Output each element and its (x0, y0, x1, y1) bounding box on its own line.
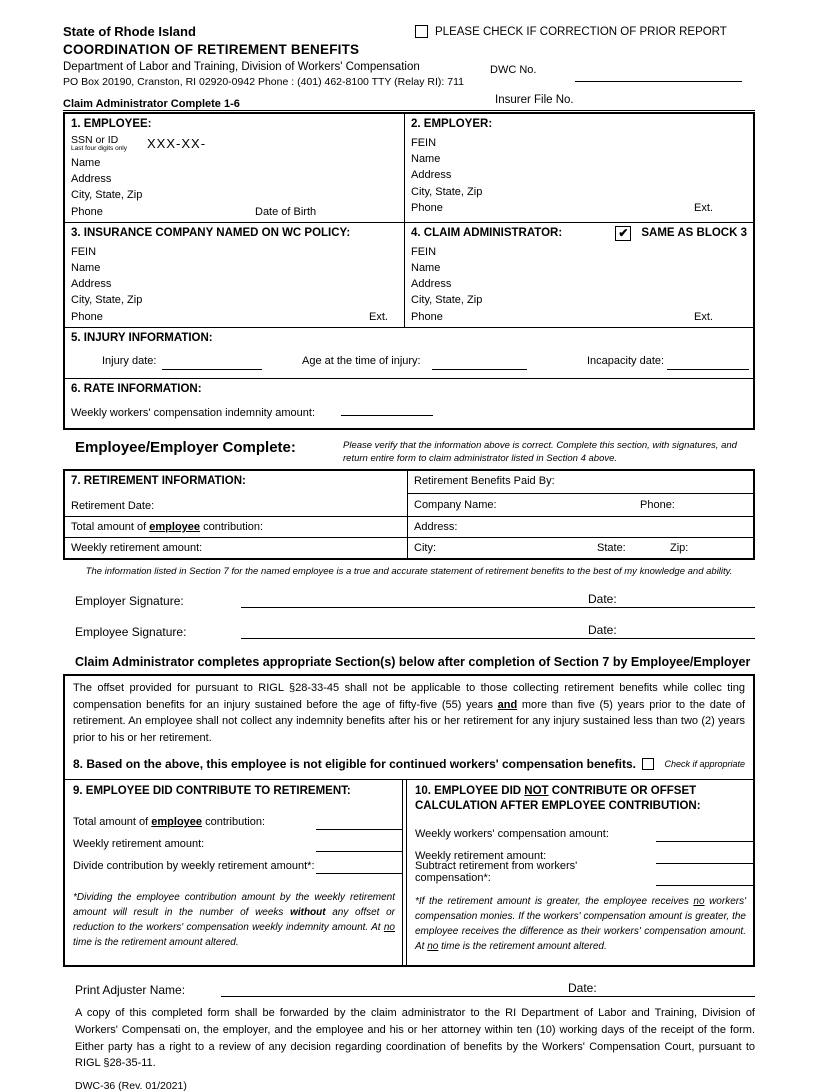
weekly-retirement-field[interactable]: Weekly retirement amount: (71, 541, 203, 554)
employee-phone-field[interactable]: Phone Date of Birth (71, 204, 398, 220)
employer-name-field[interactable]: Name (411, 153, 441, 166)
block4-title-row (411, 226, 747, 241)
claimadmin-address-field[interactable]: Address (411, 278, 452, 291)
employer-csz-field[interactable]: City, State, Zip (411, 185, 483, 198)
employee-signature-field[interactable] (241, 623, 755, 639)
offset-paragraph: The offset provided for pursuant to RIGL §28-33-45 shall not be applicable to those collecting retirement benefits while collec ting compensation benefits for an injury sustained before the age of fifty-five (55) years and more than five (5) years prior to the date of retirement. An employee shall not collect any indemnity benefits after his or her retirement for any injury sustained less than two (2) years prior to his or her retirement. (73, 681, 745, 745)
adjuster-date-label[interactable]: Date: (568, 981, 597, 996)
employer-signature-label: Employer Signature: (75, 593, 184, 608)
section10-title: 10. EMPLOYEE DID NOT CONTRIBUTE OR OFFSET CALCULATION AFTER EMPLOYEE CONTRIBUTION: (415, 785, 701, 813)
section7-left-header (65, 471, 407, 516)
section5-injury-info (65, 328, 753, 378)
block1-title: 1. EMPLOYEE: (71, 118, 152, 130)
employee-signature-row (63, 623, 755, 639)
injury-date-field[interactable] (162, 369, 262, 370)
insurance-fein-field[interactable]: FEIN (71, 245, 97, 258)
s9-divide-field[interactable] (316, 864, 402, 874)
correction-checkbox-row (415, 25, 727, 38)
claimadmin-fein-field[interactable]: FEIN (411, 245, 437, 258)
weekly-indemnity-label: Weekly workers' compensation indemnity amount: (71, 406, 316, 419)
employee-address-field[interactable]: Address (71, 173, 112, 186)
s10-weekly-retirement-field[interactable] (656, 854, 753, 864)
ssn-label: SSN or ID Last four digits only (71, 134, 128, 152)
company-phone-field[interactable]: Phone: (640, 498, 675, 511)
section6-title: 6. RATE INFORMATION: (71, 382, 202, 395)
eec-heading: Employee/Employer Complete: (75, 438, 296, 456)
employee-dob-field[interactable]: Date of Birth (255, 205, 317, 218)
employer-ext-field[interactable]: Ext. (694, 201, 713, 214)
block-employer (404, 114, 753, 222)
address-line: PO Box 20190, Cranston, RI 02920-0942 Phone : (401) 462-8100 TTY (Relay RI): 711 (63, 76, 464, 88)
block-employee (65, 114, 404, 222)
employer-address-field[interactable]: Address (411, 169, 452, 182)
adjuster-row (63, 981, 755, 997)
attestation-text: The information listed in Section 7 for the named employee is a true and accurate statement of retirement benefits to the best of my knowledge and ability. (85, 565, 733, 577)
section7-table (63, 469, 755, 560)
s10-weekly-wc-field[interactable] (656, 832, 753, 842)
check-if-appropriate-label: Check if appropriate (664, 759, 745, 770)
section8-statement: 8. Based on the above, this employee is not eligible for continued workers' compensation benefits. (73, 757, 636, 772)
section10-footnote: *If the retirement amount is greater, the employee receives no workers' compensation monies. If the workers' compensation amount is greater, the employee receives the difference as their workers' compensation amount. At no time is the retirement amount altered. (415, 896, 746, 953)
block-claim-admin (404, 223, 753, 327)
s10-weekly-wc-row: Weekly workers' compensation amount: (415, 820, 753, 842)
claim-admin-complete-row (63, 94, 755, 111)
s10-subtract-field[interactable] (656, 876, 753, 886)
dwc-no-field[interactable] (575, 81, 742, 82)
eec-note: Please verify that the information above is correct. Complete this section, with signatures, and return entire form to claim administrator listed in Section 4 above. (343, 439, 737, 464)
insurer-file-label: Insurer File No. (495, 94, 574, 106)
section9-footnote: *Dividing the employee contribution amount by the weekly retirement amount will result in the number of weeks without any offset or reduction to the workers' compensation weekly indemnity amount. At no time is the retirement amount altered. (73, 892, 395, 949)
insurance-address-field[interactable]: Address (71, 278, 112, 291)
company-name-row (408, 493, 753, 515)
section8-row (65, 749, 753, 779)
paidby-address-field[interactable]: Address: (407, 517, 753, 537)
same-as-block3-checkbox[interactable]: ✔ (615, 226, 631, 241)
s9-divide-row: Divide contribution by weekly retirement amount*: (73, 852, 402, 874)
form-header (63, 24, 755, 88)
paidby-city-field[interactable]: City: (414, 541, 436, 554)
s10-weekly-retirement-row: Weekly retirement amount: (415, 842, 753, 864)
claim-admin-complete-label: Claim Administrator Complete 1-6 (63, 98, 240, 110)
employee-csz-field[interactable]: City, State, Zip (71, 189, 143, 202)
state-name: State of Rhode Island (63, 24, 196, 39)
same-as-block3-label: SAME AS BLOCK 3 (641, 226, 747, 239)
company-name-field[interactable]: Company Name: (414, 498, 497, 511)
section5-fields-row (71, 350, 747, 372)
insurance-csz-field[interactable]: City, State, Zip (71, 294, 143, 307)
section9-title: 9. EMPLOYEE DID CONTRIBUTE TO RETIREMENT: (73, 785, 351, 798)
insurance-phone-field[interactable]: Phone Ext. (71, 309, 398, 325)
ssn-field[interactable]: XXX-XX- (147, 136, 207, 151)
incapacity-date-field[interactable] (667, 369, 749, 370)
claim-admin-instruction: Claim Administrator completes appropriate Section(s) below after completion of Section 7 by Employee/Employer (75, 654, 751, 669)
employee-signature-label: Employee Signature: (75, 624, 187, 639)
sections-1-6-table (63, 112, 755, 430)
employer-signature-field[interactable] (241, 592, 755, 608)
department-line: Department of Labor and Training, Division of Workers' Compensation (63, 61, 420, 73)
claimadmin-ext-field[interactable]: Ext. (694, 310, 713, 323)
block3-title: 3. INSURANCE COMPANY NAMED ON WC POLICY: (71, 226, 351, 239)
sections-8-10-box (63, 674, 755, 967)
insurance-ext-field[interactable]: Ext. (369, 310, 388, 323)
city-state-zip-row (407, 538, 753, 558)
employee-name-field[interactable]: Name (71, 157, 101, 169)
age-at-injury-label: Age at the time of injury: (302, 354, 421, 367)
employee-employer-complete (63, 439, 755, 465)
s9-total-contribution-row: Total amount of employee contribution: (73, 808, 402, 830)
paidby-zip-field[interactable]: Zip: (670, 541, 689, 554)
weekly-indemnity-field[interactable] (341, 403, 433, 416)
block4-title: 4. CLAIM ADMINISTRATOR: (411, 226, 563, 239)
paid-by-label: Retirement Benefits Paid By: (414, 474, 555, 487)
injury-date-label: Injury date: (102, 354, 157, 367)
sections-9-10-row (65, 779, 753, 965)
incapacity-date-label: Incapacity date: (587, 354, 665, 367)
section9 (65, 780, 402, 965)
employer-phone-field[interactable]: Phone Ext. (411, 200, 747, 216)
insurance-name-field[interactable]: Name (71, 262, 101, 275)
distribution-paragraph: A copy of this completed form shall be forwarded by the claim administrator to the RI Department of Labor and Training, Division of Workers' Compensati on, the employer, and the employee and his or her attorney within ten (10) working days of the receipt of the form. Either party has a right to a review of any decision regarding coordination of benefits by the Workers' Compensation Court, pursuant to RIGL §28-35-11. (75, 1007, 755, 1070)
total-contribution-row[interactable]: Total amount of employee contribution: (71, 520, 264, 533)
s9-weekly-retirement-field[interactable] (316, 842, 402, 852)
retirement-date-field[interactable]: Retirement Date: (71, 499, 155, 512)
adjuster-name-field[interactable] (221, 981, 755, 997)
s9-weekly-retirement-row: Weekly retirement amount: (73, 830, 402, 852)
paidby-state-field[interactable]: State: (597, 541, 626, 554)
correction-checkbox[interactable] (415, 25, 428, 38)
form-number: DWC-36 (Rev. 01/2021) (75, 1080, 187, 1092)
adjuster-name-label: Print Adjuster Name: (75, 983, 186, 998)
correction-label: PLEASE CHECK IF CORRECTION OF PRIOR REPORT (435, 25, 727, 38)
claimadmin-phone-field[interactable]: Phone Ext. (411, 309, 747, 325)
section10 (407, 780, 753, 965)
s10-subtract-row: Subtract retirement from workers' compensation*: (415, 864, 753, 886)
employer-signature-row (63, 592, 755, 608)
section7-title: 7. RETIREMENT INFORMATION: (71, 474, 246, 487)
employer-date-label[interactable]: Date: (588, 591, 617, 606)
section5-title: 5. INJURY INFORMATION: (71, 331, 213, 344)
employer-fein-field[interactable]: FEIN (411, 137, 437, 149)
section6-fields-row (71, 403, 747, 423)
s9-total-contribution-field[interactable] (316, 820, 402, 830)
block2-title: 2. EMPLOYER: (411, 118, 493, 130)
form-title: COORDINATION OF RETIREMENT BENEFITS (63, 42, 360, 57)
employee-date-label[interactable]: Date: (588, 622, 617, 637)
section6-rate-info (65, 379, 753, 428)
section8-checkbox[interactable] (642, 758, 654, 770)
claimadmin-name-field[interactable]: Name (411, 262, 441, 275)
section7-right-header (407, 471, 753, 516)
age-at-injury-field[interactable] (432, 369, 527, 370)
dwc-no-label: DWC No. (490, 64, 537, 76)
claimadmin-csz-field[interactable]: City, State, Zip (411, 294, 483, 307)
block-insurance (65, 223, 404, 327)
